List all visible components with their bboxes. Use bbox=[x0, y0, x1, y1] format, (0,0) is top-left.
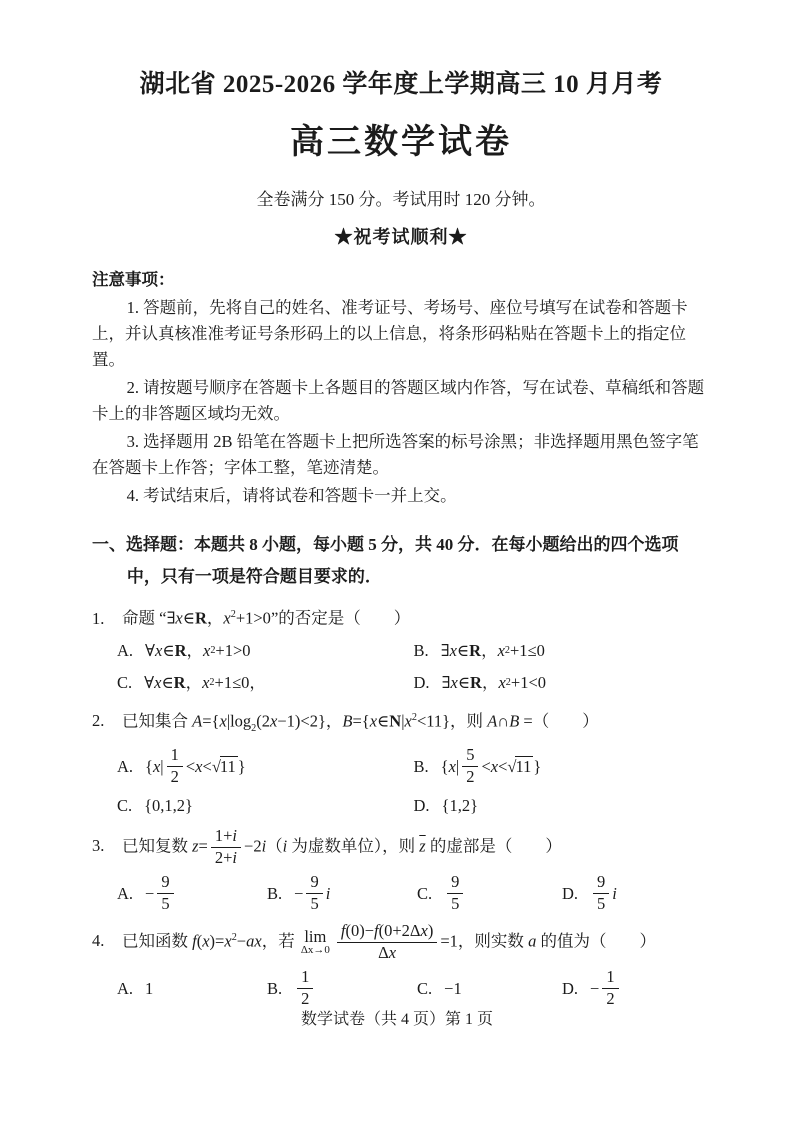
option-label: D. bbox=[413, 796, 430, 816]
option-label: D. bbox=[413, 672, 430, 692]
option-label: A. bbox=[117, 979, 134, 999]
option-formula: ∃ x ∈ R ， x 2 +1<0 bbox=[441, 672, 547, 692]
question-stem bbox=[92, 704, 710, 742]
option-b bbox=[267, 968, 417, 1009]
option-b bbox=[414, 637, 711, 664]
question-number: 3. bbox=[92, 836, 105, 856]
option-a bbox=[117, 746, 414, 787]
option-formula: 1 bbox=[145, 979, 154, 999]
option-formula: − $\frac{9}{5}$ i bbox=[294, 872, 331, 914]
notice-item-2: 2. 请按题号顺序在答题卡上各题目的答题区域内作答，写在试卷、草稿纸和答题卡上的非答题区域均无效。 bbox=[92, 378, 705, 423]
option-formula: ∀ x ∈ R ， x 2 +1≤0， bbox=[144, 672, 266, 692]
page-footer: 数学试卷（共 4 页）第 1 页 bbox=[300, 1011, 493, 1028]
question-3 bbox=[92, 827, 710, 914]
option-label: A. bbox=[117, 884, 134, 904]
exam-session-title: 湖北省 2025-2026 学年度上学期高三 10 月月考 bbox=[139, 71, 663, 98]
option-formula: −1 bbox=[444, 979, 462, 999]
option-formula: { x | $\frac{1}{2}$ < x < √11 } bbox=[145, 745, 246, 787]
option-b bbox=[414, 746, 711, 787]
option-d bbox=[562, 968, 622, 1009]
option-formula: $\frac{9}{5}$ i bbox=[590, 873, 617, 914]
option-b bbox=[267, 873, 417, 914]
option-a bbox=[117, 873, 267, 914]
option-label: A. bbox=[117, 757, 134, 777]
notice-item-1: 1. 答题前，先将自己的姓名、准考证号、考场号、座位号填写在试卷和答题卡上，并认真核准准考证号条形码上的以上信息，将条形码粘贴在答题卡上的指定位置。 bbox=[92, 298, 688, 369]
option-label: A. bbox=[117, 640, 134, 660]
option-label: B. bbox=[413, 640, 429, 660]
option-label: C. bbox=[117, 672, 133, 692]
options-row bbox=[92, 792, 710, 819]
options-row bbox=[92, 873, 710, 914]
notice-item-3: 3. 选择题用 2B 铅笔在答题卡上把所选答案的标号涂黑；非选择题用黑色签字笔在答题卡上作答；字体工整，笔迹清楚。 bbox=[92, 432, 699, 477]
question-number: 1. bbox=[92, 608, 105, 628]
option-formula: − $\frac{1}{2}$ bbox=[590, 968, 622, 1009]
option-label: D. bbox=[562, 979, 579, 999]
notice-item-4: 4. 考试结束后，请将试卷和答题卡一并上交。 bbox=[126, 486, 457, 505]
notice-title: 注意事项： bbox=[92, 270, 175, 289]
option-formula: {0,1,2} bbox=[144, 796, 193, 816]
option-c bbox=[417, 975, 562, 1002]
option-formula: { x | $\frac{5}{2}$ < x < √11 } bbox=[440, 745, 542, 787]
option-d bbox=[414, 669, 711, 696]
choice-section-heading: 一、选择题：本题共 8 小题，每小题 5 分，共 40 分．在每小题给出的四个选项中，只有一项是符合题目要求的． bbox=[92, 535, 679, 586]
option-formula: ∀ x ∈ R ， x 2 +1>0 bbox=[145, 640, 251, 660]
option-d bbox=[414, 792, 711, 819]
option-formula: ∃ x ∈ R ， x 2 +1≤0 bbox=[440, 640, 545, 660]
option-label: C. bbox=[117, 796, 133, 816]
question-number: 4. bbox=[92, 931, 105, 951]
options-row bbox=[92, 968, 710, 1009]
wish-line: ★祝考试顺利★ bbox=[334, 227, 468, 247]
question-text: 命题 “∃x∈R，$x^2+1>0$”的否定是（ ） bbox=[122, 608, 411, 628]
question-stem bbox=[92, 827, 710, 868]
option-label: B. bbox=[413, 757, 429, 777]
option-label: D. bbox=[562, 884, 579, 904]
options-row bbox=[92, 669, 710, 696]
score-info: 全卷满分 150 分。考试用时 120 分钟。 bbox=[256, 190, 546, 209]
option-a bbox=[117, 637, 414, 664]
option-formula: $\frac{1}{2}$ bbox=[294, 968, 316, 1009]
question-1 bbox=[92, 601, 710, 696]
question-stem bbox=[92, 922, 710, 963]
question-text: 已知集合 $A=\{x|\log_2(2x-1)<2\}$，$B=\{x\in N|x^2<11\}$，则 A∩B =（ ） bbox=[122, 711, 599, 734]
question-4 bbox=[92, 922, 710, 1009]
option-label: C. bbox=[417, 979, 433, 999]
option-c bbox=[117, 792, 414, 819]
option-d bbox=[562, 873, 617, 914]
notice-section bbox=[92, 267, 710, 509]
question-stem bbox=[92, 601, 710, 632]
question-2 bbox=[92, 704, 710, 820]
option-formula: − $\frac{9}{5}$ bbox=[145, 873, 177, 914]
option-formula: $\frac{9}{5}$ bbox=[444, 873, 466, 914]
options-row bbox=[92, 746, 710, 787]
option-c bbox=[417, 873, 562, 914]
option-formula: {1,2} bbox=[441, 796, 479, 816]
option-label: C. bbox=[417, 884, 433, 904]
question-text: 已知函数 $f(x)=x^2-ax$，若 lim Δx→0 $\frac{f(0)-f(0+2\Delta x)}{\Delta x}$ =1，则实数 a 的值为（ ） bbox=[122, 921, 656, 963]
option-label: B. bbox=[267, 884, 283, 904]
question-number: 2. bbox=[92, 711, 105, 730]
option-label: B. bbox=[267, 979, 283, 999]
option-c bbox=[117, 669, 414, 696]
paper-title: 高三数学试卷 bbox=[290, 124, 512, 161]
option-a bbox=[117, 975, 267, 1002]
options-row bbox=[92, 637, 710, 664]
question-text: 已知复数 z= $\frac{1+i}{2+i}$ −2i（i 为虚数单位），则 $\overline{z}$ 的虚部是（ ） bbox=[122, 826, 562, 868]
